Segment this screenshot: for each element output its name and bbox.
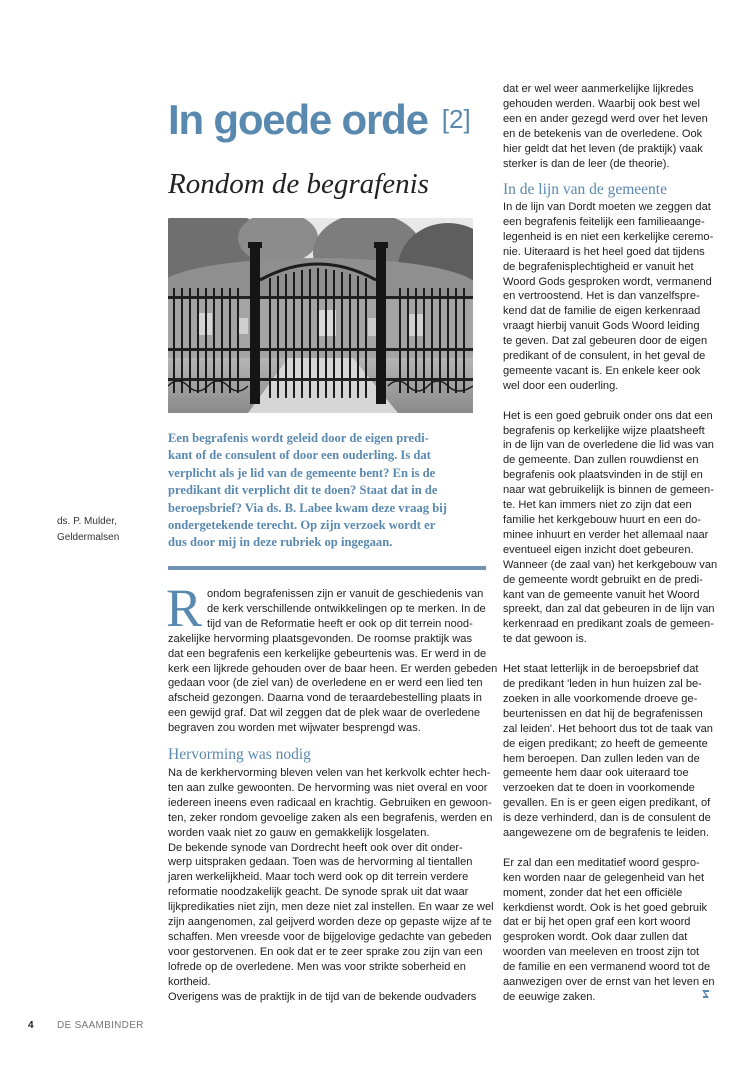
body-line: beurtenissen en dat hij de begrafenissen — [503, 707, 703, 720]
body-line: de gemeente. Dan zullen rouwdienst en — [503, 454, 699, 467]
body-line: zal leiden'. Het behoort dus tot de taak van — [503, 722, 713, 735]
body-line: afscheid gezongen. Daarna vond de teraardebestelling plaats in — [168, 692, 482, 705]
body-line: de eeuwige zaken. — [503, 990, 596, 1003]
body-line: moment, zonder dat het een officiële — [503, 886, 683, 899]
body-line: en de betekenis van de overledene. Ook — [503, 127, 703, 140]
body-line: en vertroostend. Het is dan vanzelfspre- — [503, 290, 700, 303]
body-line: verzoeken dat te doen in voorkomende — [503, 782, 695, 795]
body-line: jaren werkelijkheid. Maar toch werd ook op dit terrein verdere — [168, 871, 469, 884]
body-line: Na de kerkhervorming bleven velen van het kerkvolk echter hech- — [168, 767, 491, 779]
end-of-article-icon — [701, 989, 711, 999]
body-line: begraven zou worden met wijwater besprengd was. — [168, 722, 421, 735]
body-line: ten, zeker rondom gevoelige zaken als een begrafenis, werden en — [168, 811, 493, 824]
body-line: naar wat gebruikelijk is binnen de gemeen- — [503, 484, 714, 497]
page-number: 4 — [28, 1020, 34, 1031]
author-place: Geldermalsen — [57, 532, 120, 543]
body-line: spreekt, dan zal dat gebeuren in de lijn van — [503, 603, 715, 616]
intro-line: Een begrafenis wordt geleid door de eigen predi- — [168, 431, 429, 445]
series-number: [2] — [441, 104, 471, 134]
intro-line: verplicht als je lid van de gemeente bent? En is de — [168, 465, 436, 480]
body-line: de predikant 'leden in hun huizen zal be- — [503, 677, 702, 690]
section-heading-gemeente: In de lijn van de gemeente — [503, 181, 667, 198]
body-line: lijkpredikaties niet zijn, men deze niet zal instellen. En waar ze wel — [168, 901, 494, 914]
body-line: kortheid. — [168, 975, 211, 988]
intro-line: beroepsbrief? Via ds. B. Labee kwam deze vraag bij — [168, 500, 447, 515]
body-line: dat er bij het open graf een kort woord — [503, 916, 691, 929]
intro-line: kant of de consulent of door een ouderling. Is dat — [168, 448, 431, 463]
body-line: te geven. Dat zal gebeuren door de eigen — [503, 335, 708, 348]
body-line: in de lijn van de overledene die lid was van — [503, 439, 714, 452]
body-line: In de lijn van Dordt moeten we zeggen dat — [503, 201, 711, 213]
author-credit — [57, 514, 119, 546]
body-line: hem beroepen. Dan zullen leden van de — [503, 752, 700, 765]
body-line: vraagt hierbij vanuit Gods Woord leiding — [503, 320, 700, 333]
body-line: tijd van de Reformatie heeft er ook op dit terrein nood- — [207, 617, 473, 630]
page-subtitle: Rondom de begrafenis — [168, 168, 429, 200]
intro-paragraph — [168, 430, 480, 552]
body-line: gemeente hem daar ook uiteraard toe — [503, 767, 689, 780]
body-line: ten aan zulke gewoonten. De hervorming was niet overal en voor — [168, 781, 488, 794]
body-line: aangewezene om de begrafenis te leiden. — [503, 827, 709, 840]
body-line: de eigen predikant; zo heeft de gemeente — [503, 737, 708, 750]
section-hervorming-text — [168, 766, 494, 1005]
section-heading-hervorming: Hervorming was nodig — [168, 746, 311, 763]
intro-line: predikant dit verplicht dit te doen? Staat dat in de — [168, 483, 438, 498]
body-line: gedaan voor (de ziel van) de overledene en er werd een lied ten — [168, 677, 483, 690]
body-line: Wanneer (de zaal van) het kerkgebouw van — [503, 558, 718, 571]
body-line: dat een begrafenis een kerkelijke gebeurtenis was. Er werd in de — [168, 647, 487, 660]
body-line: aanwezigen over de ernst van het leven en — [503, 976, 715, 989]
drop-cap: R — [166, 578, 203, 638]
body-line: reformatie noodzakelijk geacht. De synode sprak uit dat waar — [168, 886, 469, 899]
body-line: eventueel eigen inzicht doet gebeuren. — [503, 543, 694, 556]
author-name: ds. P. Mulder, — [57, 516, 117, 527]
body-line: een en ander gezegd werd over het leven — [503, 112, 708, 125]
body-line: zijn aangenomen, zal geijverd worden deze op gepaste wijze af te — [168, 916, 492, 929]
body-line: een begrafenis feitelijk een familieaange- — [503, 215, 705, 228]
first-paragraph — [168, 632, 497, 736]
body-line: legenheid is en niet een kerkelijke ceremo- — [503, 230, 714, 243]
page-title: In goede orde — [168, 96, 428, 143]
body-line: begrafenis op kerkelijke wijze plaatsheeft — [503, 424, 705, 437]
body-line: hier geldt dat het leven (de praktijk) vaak — [503, 142, 703, 155]
publication-name: DE SAAMBINDER — [57, 1020, 144, 1031]
body-line: voor gestorvenen. En ook dat er te zeer sprake zou zijn van een — [168, 945, 483, 958]
body-line: de begrafenisplechtigheid er vanuit het — [503, 260, 694, 273]
body-line: ondom begrafenissen zijn er vanuit de geschiedenis van — [207, 588, 484, 600]
body-line: nie. Uiteraard is het heel goed dat tijdens — [503, 245, 705, 258]
first-paragraph-indented — [207, 587, 486, 632]
gate-illustration — [168, 218, 473, 413]
body-line: ken worden naar de gelegenheid van het — [503, 871, 705, 884]
cemetery-gate-photo — [168, 218, 473, 413]
body-line: gesproken wordt. Ook daar zullen dat — [503, 931, 688, 944]
body-line: gehouden werden. Waarbij ook best wel — [503, 97, 700, 110]
body-line: kerk een lijkrede gehouden over de baar heen. Er werden gebeden — [168, 662, 498, 675]
body-line: worden vaak niet zo gauw en gemakkelijk losgelaten. — [168, 826, 430, 839]
body-line: werp uitspraken gedaan. Toen was de hervorming al tientallen — [168, 856, 473, 869]
body-line: Het staat letterlijk in de beroepsbrief dat — [503, 663, 699, 676]
body-line: te. Het kan immers niet zo zijn dat een — [503, 499, 692, 512]
body-line: gevallen. En is er geen eigen predikant, of — [503, 797, 711, 810]
intro-line: dus door mij in deze rubriek op ingegaan. — [168, 535, 393, 550]
body-line: lofrede op de overledene. Men was voor strikte soberheid en — [168, 960, 466, 973]
body-line: zoeken in alle voorkomende droeve ge- — [503, 692, 698, 705]
body-line: minee inhuurt en verder het allemaal naar — [503, 528, 709, 541]
body-line: iedereen ineens even radicaal en krachtig. Gebruiken en gewoon- — [168, 796, 492, 809]
body-line: de gemeente wordt gebruikt en de predi- — [503, 573, 703, 586]
body-line: schaffen. Men vreesde voor de bijgelovige gedachte van gebeden — [168, 930, 492, 943]
section-gemeente-text — [503, 200, 717, 1005]
right-column-top — [503, 82, 708, 171]
intro-line: ondergetekende terecht. Op zijn verzoek wordt er — [168, 518, 436, 533]
body-line: Er zal dan een meditatief woord gespro- — [503, 856, 700, 869]
body-line: de kerk verschillende ontwikkelingen op te merken. In de — [207, 602, 486, 615]
body-line: Overigens was de praktijk in de tijd van de bekende oudvaders — [168, 990, 477, 1003]
body-line: een gewijd graf. Dat wil zeggen dat de plek waar de overledene — [168, 707, 481, 720]
body-line: De bekende synode van Dordrecht heeft ook over dit onder- — [168, 841, 463, 854]
section-divider — [168, 566, 486, 570]
body-line: begrafenis ook plaatsvinden in de stijl en — [503, 469, 703, 482]
body-line: is deze verhinderd, dan is de consulent de — [503, 812, 711, 825]
body-line: te dat gewoon is. — [503, 633, 587, 646]
body-line: de familie en een vermanend woord tot de — [503, 961, 711, 974]
body-line: Het is een goed gebruik onder ons dat een — [503, 409, 713, 422]
body-line: sterker is dan de leer (de theorie). — [503, 157, 670, 170]
body-line: kant van de gemeente vanuit het Woord — [503, 588, 700, 601]
body-line: kerkdienst wordt. Ook is het goed gebruik — [503, 901, 708, 914]
body-line: predikant of de consulent, in het geval de — [503, 350, 706, 363]
body-line: gemeente vacant is. En enkele keer ook — [503, 364, 701, 377]
body-line: Woord Gods gesproken wordt, vermanend — [503, 275, 712, 288]
body-line: kend dat de familie de eigen kerkenraad — [503, 305, 701, 318]
body-line: dat er wel weer aanmerkelijke lijkredes — [503, 83, 694, 95]
body-line: familie het kerkgebouw huurt en een do- — [503, 514, 701, 527]
body-line: woorden van meeleven en troost zijn tot — [503, 946, 700, 959]
body-line: wel door een ouderling. — [503, 379, 619, 392]
body-line: kerkenraad en predikant zoals de gemeen- — [503, 618, 714, 631]
body-line: zakelijke hervorming plaatsgevonden. De roomse praktijk was — [168, 632, 472, 645]
page-title-block — [168, 96, 471, 144]
